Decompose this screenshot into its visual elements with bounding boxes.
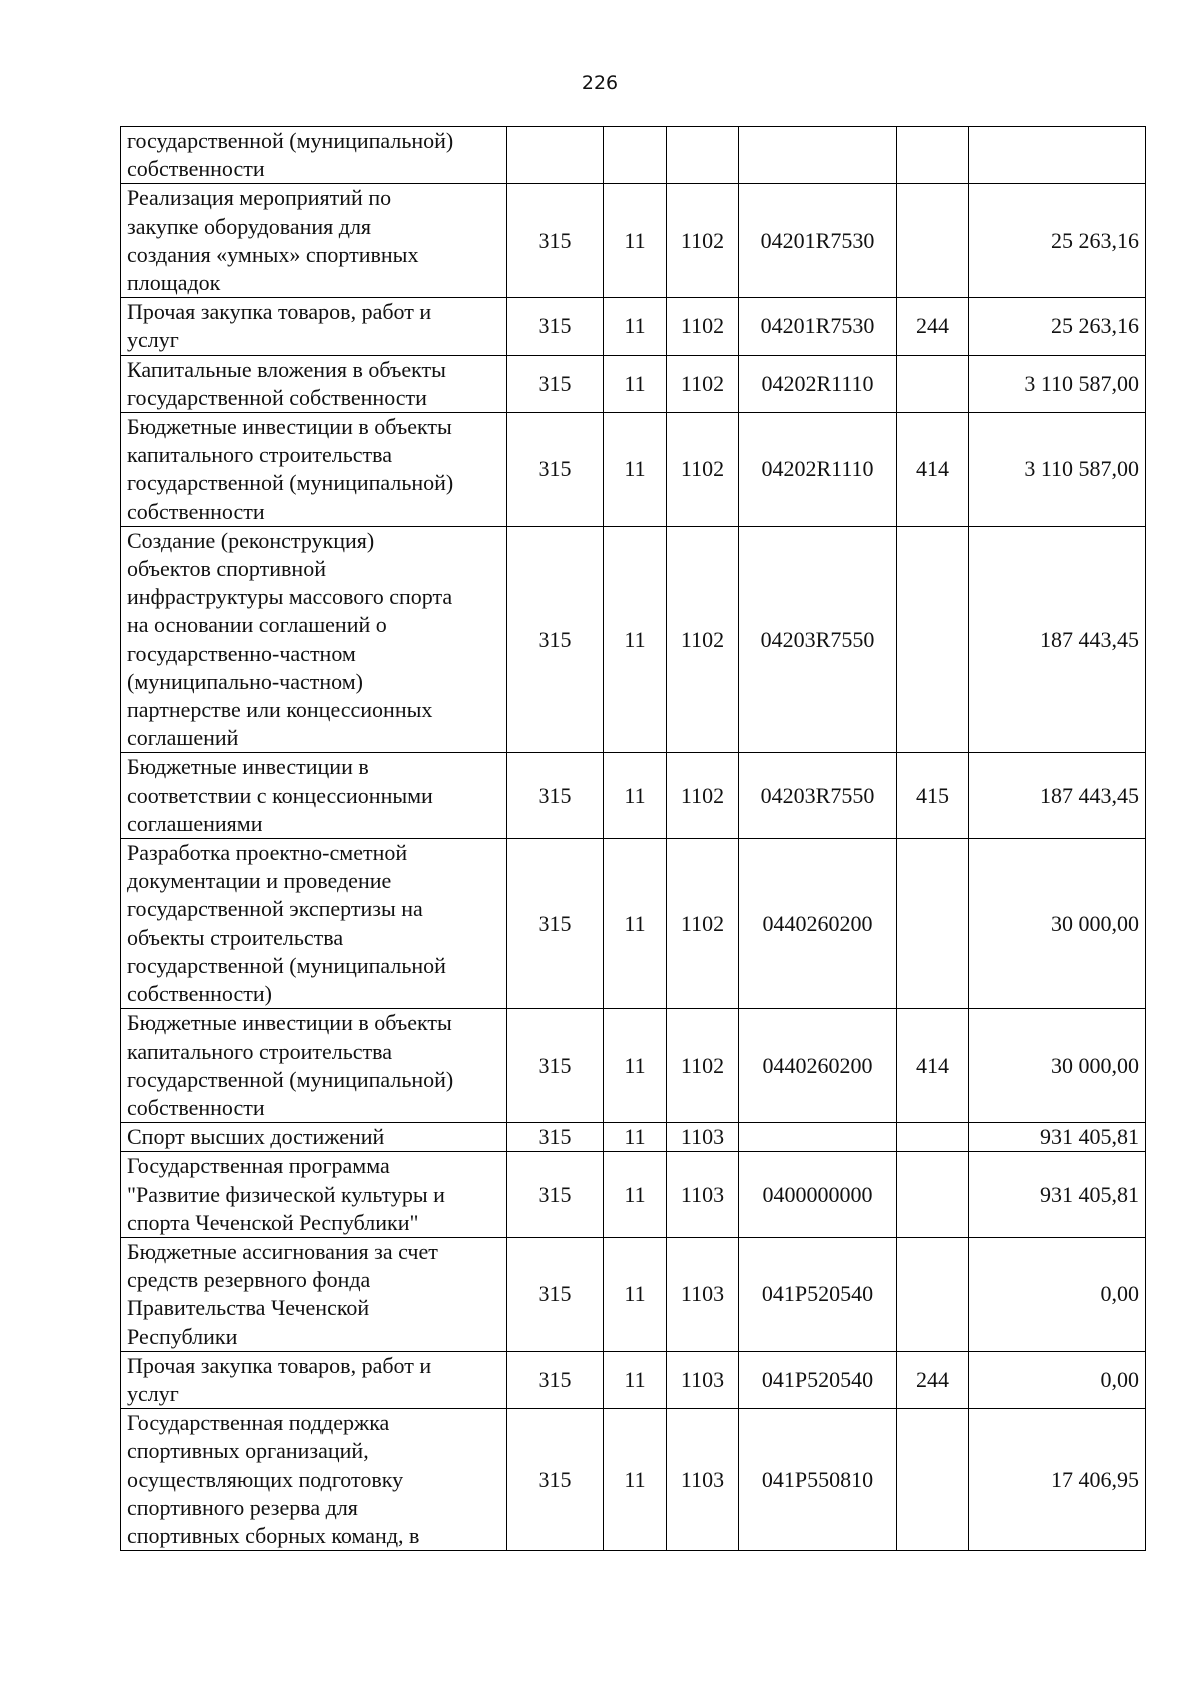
row-expense-type-code: [897, 1152, 969, 1238]
row-amount: 931 405,81: [969, 1123, 1146, 1152]
row-amount: 30 000,00: [969, 1009, 1146, 1123]
row-name: Создание (реконструкция) объектов спортивной инфраструктуры массового спорта на основании соглашений о государственно-частном (муниципально-частном) партнерстве или концессионных соглашений: [121, 526, 507, 753]
row-section-code: 11: [604, 839, 667, 1009]
table-row: [121, 1152, 1146, 1238]
row-subsection-code: 1103: [667, 1152, 739, 1238]
row-section-code: 11: [604, 298, 667, 355]
row-target-code: 041Р520540: [739, 1237, 897, 1351]
row-amount: 25 263,16: [969, 184, 1146, 298]
table-row: [121, 355, 1146, 412]
row-expense-type-code: [897, 1123, 969, 1152]
table-row: [121, 839, 1146, 1009]
row-target-code: 041Р550810: [739, 1409, 897, 1551]
row-target-code: 0440260200: [739, 839, 897, 1009]
row-target-code: 04201R7530: [739, 184, 897, 298]
row-name: Государственная поддержка спортивных организаций, осуществляющих подготовку спортивного резерва для спортивных сборных команд, в: [121, 1409, 507, 1551]
row-expense-type-code: [897, 127, 969, 184]
row-expense-type-code: [897, 1409, 969, 1551]
table-row: [121, 526, 1146, 753]
row-ministry-code: 315: [507, 1009, 604, 1123]
table-row: [121, 413, 1146, 527]
row-name: Бюджетные инвестиции в объекты капитального строительства государственной (муниципальной) собственности: [121, 1009, 507, 1123]
row-section-code: 11: [604, 1123, 667, 1152]
row-expense-type-code: 414: [897, 1009, 969, 1123]
row-subsection-code: 1102: [667, 753, 739, 839]
page-number: 226: [581, 72, 619, 94]
row-subsection-code: [667, 127, 739, 184]
row-ministry-code: 315: [507, 1351, 604, 1408]
row-section-code: [604, 127, 667, 184]
table-row: [121, 1009, 1146, 1123]
row-target-code: 04201R7530: [739, 298, 897, 355]
row-expense-type-code: [897, 1237, 969, 1351]
row-amount: 187 443,45: [969, 526, 1146, 753]
row-section-code: 11: [604, 413, 667, 527]
row-amount: 30 000,00: [969, 839, 1146, 1009]
row-name: Государственная программа "Развитие физической культуры и спорта Чеченской Республики": [121, 1152, 507, 1238]
budget-table-body: [121, 127, 1146, 1551]
row-subsection-code: 1102: [667, 1009, 739, 1123]
row-name: Бюджетные инвестиции в соответствии с концессионными соглашениями: [121, 753, 507, 839]
row-ministry-code: 315: [507, 1152, 604, 1238]
table-row: [121, 127, 1146, 184]
row-amount: 0,00: [969, 1351, 1146, 1408]
row-expense-type-code: 244: [897, 298, 969, 355]
row-amount: 0,00: [969, 1237, 1146, 1351]
row-subsection-code: 1102: [667, 355, 739, 412]
row-amount: 25 263,16: [969, 298, 1146, 355]
row-target-code: [739, 1123, 897, 1152]
row-section-code: 11: [604, 526, 667, 753]
row-section-code: 11: [604, 1009, 667, 1123]
row-ministry-code: 315: [507, 184, 604, 298]
row-ministry-code: 315: [507, 839, 604, 1009]
row-subsection-code: 1102: [667, 298, 739, 355]
row-ministry-code: 315: [507, 753, 604, 839]
row-expense-type-code: 244: [897, 1351, 969, 1408]
row-expense-type-code: 414: [897, 413, 969, 527]
table-row: [121, 1409, 1146, 1551]
row-name: Капитальные вложения в объекты государственной собственности: [121, 355, 507, 412]
row-amount: 187 443,45: [969, 753, 1146, 839]
row-target-code: 0440260200: [739, 1009, 897, 1123]
row-name: государственной (муниципальной) собственности: [121, 127, 507, 184]
row-subsection-code: 1102: [667, 184, 739, 298]
row-section-code: 11: [604, 753, 667, 839]
row-ministry-code: 315: [507, 1123, 604, 1152]
row-target-code: 04203R7550: [739, 526, 897, 753]
row-name: Бюджетные ассигнования за счет средств резервного фонда Правительства Чеченской Республики: [121, 1237, 507, 1351]
row-ministry-code: [507, 127, 604, 184]
row-name: Прочая закупка товаров, работ и услуг: [121, 1351, 507, 1408]
row-target-code: 04203R7550: [739, 753, 897, 839]
table-row: [121, 1351, 1146, 1408]
row-name: Разработка проектно-сметной документации и проведение государственной экспертизы на объекты строительства государственной (муниципальной собственности): [121, 839, 507, 1009]
row-name: Бюджетные инвестиции в объекты капитального строительства государственной (муниципальной) собственности: [121, 413, 507, 527]
row-ministry-code: 315: [507, 1409, 604, 1551]
row-expense-type-code: [897, 355, 969, 412]
row-subsection-code: 1103: [667, 1123, 739, 1152]
row-amount: 931 405,81: [969, 1152, 1146, 1238]
row-section-code: 11: [604, 1351, 667, 1408]
row-target-code: 041Р520540: [739, 1351, 897, 1408]
budget-table: [120, 126, 1146, 1551]
row-subsection-code: 1103: [667, 1409, 739, 1551]
row-target-code: 0400000000: [739, 1152, 897, 1238]
row-name: Реализация мероприятий по закупке оборудования для создания «умных» спортивных площадок: [121, 184, 507, 298]
table-row: [121, 1123, 1146, 1152]
row-section-code: 11: [604, 1409, 667, 1551]
table-row: [121, 298, 1146, 355]
row-target-code: [739, 127, 897, 184]
table-row: [121, 184, 1146, 298]
row-subsection-code: 1103: [667, 1351, 739, 1408]
table-row: [121, 1237, 1146, 1351]
row-section-code: 11: [604, 1152, 667, 1238]
row-ministry-code: 315: [507, 413, 604, 527]
row-amount: [969, 127, 1146, 184]
row-expense-type-code: [897, 526, 969, 753]
row-subsection-code: 1103: [667, 1237, 739, 1351]
row-amount: 17 406,95: [969, 1409, 1146, 1551]
row-section-code: 11: [604, 355, 667, 412]
row-section-code: 11: [604, 184, 667, 298]
row-target-code: 04202R1110: [739, 355, 897, 412]
row-expense-type-code: [897, 184, 969, 298]
row-expense-type-code: 415: [897, 753, 969, 839]
row-ministry-code: 315: [507, 355, 604, 412]
row-amount: 3 110 587,00: [969, 355, 1146, 412]
row-ministry-code: 315: [507, 526, 604, 753]
row-subsection-code: 1102: [667, 526, 739, 753]
row-target-code: 04202R1110: [739, 413, 897, 527]
row-amount: 3 110 587,00: [969, 413, 1146, 527]
row-subsection-code: 1102: [667, 839, 739, 1009]
row-ministry-code: 315: [507, 298, 604, 355]
row-ministry-code: 315: [507, 1237, 604, 1351]
row-name: Прочая закупка товаров, работ и услуг: [121, 298, 507, 355]
table-row: [121, 753, 1146, 839]
row-name: Спорт высших достижений: [121, 1123, 507, 1152]
row-section-code: 11: [604, 1237, 667, 1351]
row-subsection-code: 1102: [667, 413, 739, 527]
row-expense-type-code: [897, 839, 969, 1009]
